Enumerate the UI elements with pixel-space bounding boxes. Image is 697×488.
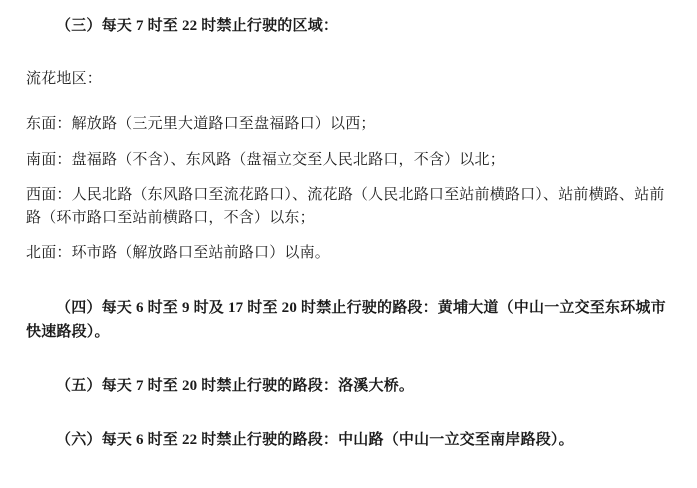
section-3-line-south: 南面：盘福路（不含）、东风路（盘福立交至人民北路口，不含）以北；: [26, 151, 505, 168]
section-5-heading: （五）每天 7 时至 20 时禁止行驶的路段：洛溪大桥。: [56, 377, 415, 394]
spacer: [26, 266, 675, 296]
section-3-region-label: 流花地区：: [26, 71, 103, 87]
spacer: [26, 38, 675, 68]
section-3-line-west: 西面：人民北路（东风路口至流花路口）、流花路（人民北路口至站前横路口）、站前横路、站前路（环市路口至站前横路口，不含）以东；: [26, 186, 665, 226]
section-5: [26, 374, 675, 398]
section-3-heading: （三）每天 7 时至 22 时禁止行驶的区域：: [56, 18, 339, 34]
spacer: [26, 344, 675, 374]
spacer: [26, 91, 675, 113]
section-4-heading: （四）每天 6 时至 9 时及 17 时至 20 时禁止行驶的路段：黄埔大道（中山一立交至东环城市快速路段）。: [26, 299, 666, 340]
spacer: [26, 398, 675, 428]
section-6-heading: （六）每天 6 时至 22 时禁止行驶的路段：中山路（中山一立交至南岸路段）。: [56, 431, 574, 448]
section-6: [26, 428, 675, 452]
section-3-line-east: 东面：解放路（三元里大道路口至盘福路口）以西；: [26, 116, 376, 133]
section-4: [26, 296, 675, 344]
section-3: [26, 14, 675, 266]
section-3-line-north: 北面：环市路（解放路口至站前路口）以南。: [26, 245, 331, 262]
